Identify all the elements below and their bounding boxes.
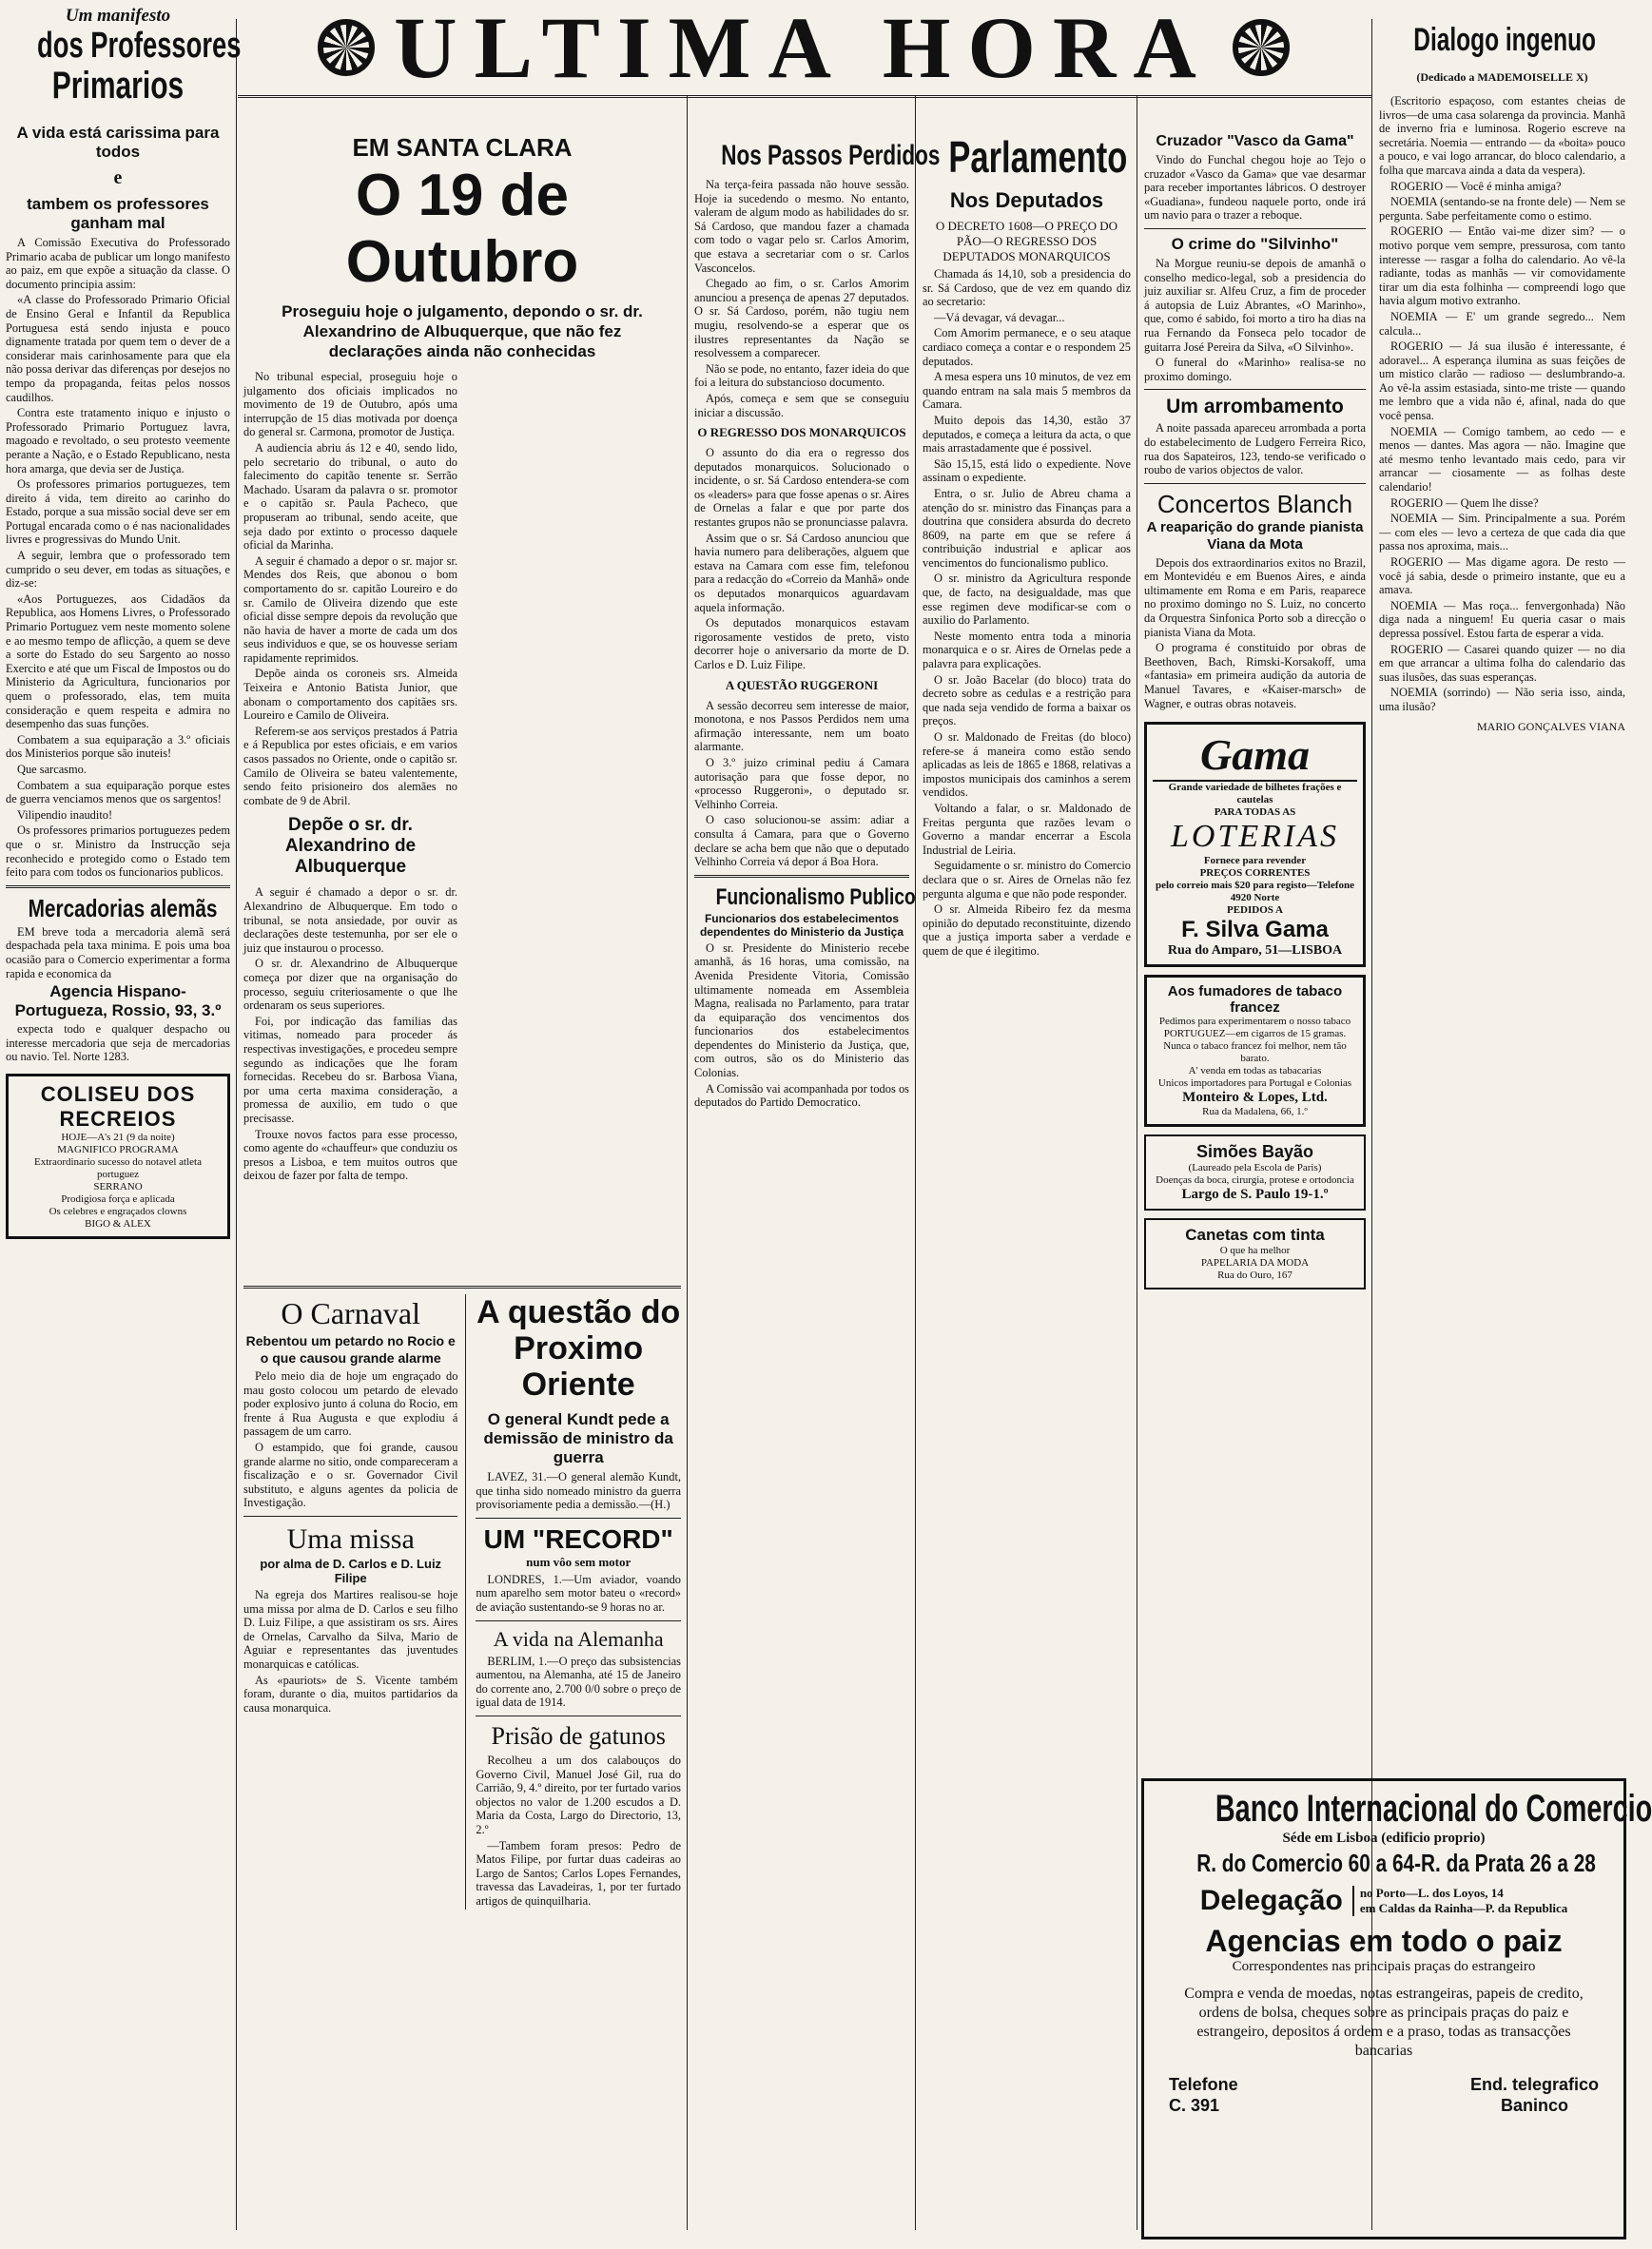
bank-delegation-1: no Porto—L. dos Loyos, 14 <box>1359 1886 1504 1900</box>
mercadorias-para: EM breve toda a mercadoria alemã será despachada pela taxa minima. E pois uma boa ocasião para o Comercio experimentar a forma rapida e economica da <box>6 924 230 980</box>
bank-agencies: Agencias em todo o paiz <box>1205 1924 1563 1958</box>
article-body <box>923 267 1131 959</box>
cruzador-headline: Cruzador "Vasco da Gama" <box>1156 133 1354 149</box>
paragraph: O programa é constituido por obras de Beethoven, Bach, Rimski-Korsakoff, uma «fantasia» em primeira audição da autoria de Manuel Tavares, e «Kaiser-marsch» de Wagner, e outras obras notaveis. <box>1144 641 1366 710</box>
bank-delegation-2: em Caldas da Rainha—P. da Republica <box>1359 1901 1568 1915</box>
bank-telephone-label: Telefone <box>1169 2075 1238 2094</box>
article-deck: Proseguiu hoje o julgamento, depondo o sr. dr. Alexandrino de Albuquerque, que não fez declarações ainda não conhecidas <box>282 302 643 360</box>
divider <box>1144 389 1366 390</box>
column-professores <box>0 0 242 2249</box>
paragraph: Contra este tratamento iniquo e injusto o Professorado Primario Portuguez lavra, magoado e revoltado, o seu protesto veemente perante a Nação, e o Estado Republicano, nesta hora amarga, que devia ser de Justiça. <box>6 406 230 475</box>
tabaco-ad <box>1144 975 1366 1127</box>
divider <box>6 885 230 888</box>
column-rule <box>915 95 916 2230</box>
coliseu-title: COLISEU DOS RECREIOS <box>40 1081 196 1131</box>
carnaval-headline: O Carnaval <box>281 1296 420 1330</box>
paragraph: ROGERIO — Já sua ilusão é interessante, é adoravel... A esperança ilumina as suas feições de um mistico clarão — radioso — deslumbrando-a. Ao vê-la assim estasiada, sinto-me triste — quando me lembro que a vida não é, afinal, nada do que você pensa. <box>1379 339 1625 423</box>
paragraph: «A classe do Professorado Primario Oficial de Ensino Geral e Infantil da Republica Portuguesa está sendo injusta e pouco dignamente tratada por quem tem o dever de a considerar mais carinhosamente para que ela não possa derivar das diferenças por desejos no tempo da propaganda, feitas pelos nossos caudilhos. <box>6 293 230 404</box>
paragraph: Os professores primarios portuguezes, tem direito á vida, tem direito ao carinho do Estado, porque a sua missão social deve ser em Portugal encarada como o é nas nacionalidades livres e progressivas do Mundo Unit. <box>6 477 230 547</box>
paragraph: BIGO & ALEX <box>85 1217 151 1230</box>
paragraph: NOEMIA (sorrindo) — Não seria isso, ainda, uma ilusão? <box>1379 686 1625 713</box>
concertos-headline: Concertos Blanch <box>1156 489 1353 518</box>
paragraph: O funeral do «Marinho» realisa-se no proximo domingo. <box>1144 356 1366 383</box>
bank-correspondents: Correspondentes nas principais praças do estrangeiro <box>1232 1959 1536 1974</box>
bank-delegation <box>1150 1885 1618 1917</box>
paragraph: As «pauriots» de S. Vicente também foram, durante o dia, muitos partidarios da causa monarquica. <box>243 1673 458 1715</box>
paragraph: —Vá devagar, vá devagar... <box>934 310 1065 324</box>
paragraph: pelo correio mais $20 para registo—Telefone 4920 Norte <box>1155 880 1355 904</box>
divider <box>243 1516 457 1517</box>
paragraph: NOEMIA (sentando-se na fronte dele) — Nem se pergunta. Sabe perfeitamente como o estimo. <box>1379 195 1625 223</box>
bank-telegraph-label: End. telegrafico <box>1469 2075 1599 2094</box>
paragraph: A mesa espera uns 10 minutos, de vez em quando entram na sala mais 5 membros da Camara. <box>923 370 1131 412</box>
paragraph: Seguidamente o sr. ministro do Comercio declara que o sr. Aires de Ornelas não fez pergunta alguma e que não pode responder. <box>923 859 1131 901</box>
bank-ad <box>1141 1778 1652 2239</box>
paragraph: Que sarcasmo. <box>17 762 87 776</box>
article-headline: Dialogo ingenuo <box>1413 22 1597 58</box>
paragraph: —Tambem foram presos: Pedro de Matos Filipe, por furtar duas cadeiras ao Largo de Santos; Carlos Lopes Fernandes, travessa das Lavadeiras, 1, por ter furtado artigos de quinquilharia. <box>476 1838 681 1908</box>
funcionalismo-subhead: Funcionarios dos estabelecimentos dependentes do Ministerio da Justiça <box>699 911 904 939</box>
article-headline-2: Primarios <box>51 65 185 107</box>
paragraph: Pedimos para experimentarem o nosso tabaco PORTUGUEZ—em cigarros de 15 gramas. Nunca o tabaco francez foi melhor, nem tão barato. <box>1158 1016 1351 1065</box>
coliseu-lines <box>14 1132 222 1231</box>
gatunos-headline: Prisão de gatunos <box>491 1721 666 1750</box>
lower-left-block <box>243 1294 466 1910</box>
divider <box>1144 483 1366 484</box>
paragraph: (Escritorio espaçoso, com estantes cheias de livros—de uma casa solarenga da provincia. Manhã de inverno fria e luminosa. Rogerio escreve na secretária. Noemia — entrando — da «boita» pouco a pouco, e vai logo arrancar, do bloco calendario, a folha que marcava ainda a data da vespera). <box>1379 94 1625 177</box>
paragraph: Combatem a sua equiparação a 3.º oficiais dos Ministerios porque são inuteis! <box>6 732 230 761</box>
tabaco-name: Monteiro & Lopes, Ltd. <box>1182 1090 1328 1106</box>
arrombamento-body <box>1144 421 1366 476</box>
paragraph: NOEMIA — Mas roça... fenvergonhada) Não diga nada a ninguem! Eu queria casar o mais depressa possível. Estou farta de esperar a vida. <box>1379 598 1625 640</box>
article-subhead-connector: e <box>113 167 123 188</box>
paragraph: Na Morgue reuniu-se depois de amanhã o conselho medico-legal, sob a presidencia do juiz auxiliar sr. Alfeu Cruz, a fim de proceder á autopsia de Luiz Abrantes, «O Marinho», que, como é sabido, foi morto a tiro ha dias na rua Fernando da Fonseca pelo tocador de guitarra José Pereira da Silva, «O Silvinho». <box>1144 256 1366 354</box>
bank-seat: Séde em Lisboa (edificio proprio) <box>1282 1831 1486 1846</box>
mercadorias-body <box>6 925 230 1064</box>
cruzador-body <box>1144 153 1366 223</box>
paragraph: BERLIM, 1.—O preço das subsistencias aumentou, na Alemanha, até 15 de Janeiro do corrente ano, 2.700 0/0 sobre o preço de igual data de 1914. <box>476 1654 681 1710</box>
masthead-rule <box>238 95 1371 98</box>
article-dedication: (Dedicado a MADEMOISELLE X) <box>1416 70 1588 84</box>
concertos-body <box>1144 556 1366 711</box>
paragraph: NOEMIA — E' um grande segredo... Nem calcula... <box>1379 309 1625 338</box>
paragraph: LONDRES, 1.—Um aviador, voando num aparelho sem motor bateu o «record» de aviação sustentando-se 9 horas no ar. <box>476 1572 681 1614</box>
tabaco-address: Rua da Madalena, 66, 1.º <box>1202 1106 1308 1118</box>
paragraph: A Comissão vai acompanhada por todos os deputados do Partido Democratico. <box>694 1081 909 1110</box>
paragraph: O assunto do dia era o regresso dos deputados monarquicos. Solucionado o incidente, o sr. Sá Cardoso entendera-se com os «leaders» para que fosse apenas o sr. Aires de Ornelas a falar e que por parte dos restantes grupos não se pronunciasse palavra. <box>694 446 909 530</box>
masthead <box>238 0 1370 95</box>
article-subhead-2: tambem os professores ganham mal <box>27 195 209 232</box>
bank-telephone <box>1169 2074 1238 2116</box>
column-santa-clara <box>238 105 687 2249</box>
agency-name: Agencia Hispano-Portugueza, Rossio, 93, 3.º <box>14 982 222 1020</box>
paragraph: ROGERIO — Quem lhe disse? <box>1390 495 1539 510</box>
crime-body <box>1144 257 1366 383</box>
paragraph: Muito depois das 14,30, estão 37 deputados, e começa a leitura da acta, o que mais arrastadamente que é possivel. <box>923 413 1131 456</box>
paragraph: O caso solucionou-se assim: adiar a consulta á Camara, para que o Governo declare se acha bem que não que o deputado Velhinho Correia vá depor á Boa Hora. <box>694 813 909 869</box>
article-body <box>694 178 909 419</box>
article-columns <box>243 367 681 1280</box>
lower-right-block <box>476 1294 681 1910</box>
paragraph: SERRANO <box>93 1180 143 1192</box>
oriente-body <box>476 1470 681 1512</box>
record-headline: UM "RECORD" <box>483 1523 673 1554</box>
gama-big: LOTERIAS <box>1171 819 1339 855</box>
carnaval-subhead: Rebentou um petardo no Rocio e o que causou grande alarme <box>245 1333 456 1366</box>
paragraph: O estampido, que foi grande, causou grande alarme no sitio, onde compareceram a fiscalização e o sr. Governador Civil substituto, e alguns agentes da policia de Investigação. <box>243 1440 458 1510</box>
paragraph: Recolheu a um dos calabouços do Governo Civil, Manuel José Gil, rua do Carrião, 9, 4.º direito, por ter furtado varios objectos no valor de 1.200 escudos a D. Maria da Costa, Largo do Directorio, 13, 2.º <box>476 1753 681 1836</box>
paragraph: O sr. Presidente do Ministerio recebe amanhã, ás 16 horas, uma comissão, na Avenida Presidente Vitoria, Comissão ultimamente nomeada em Assembleia Magna, realisada no Parlamento, para tratar da equiparação dos vencimentos dos funcionarios dos estabelecimentos dependentes do Ministerio da Justiça, que, com outros, são os do Ministerio das Colonias. <box>694 940 909 1080</box>
paragraph: MAGNIFICO PROGRAMA <box>57 1143 179 1155</box>
bank-delegation-label: Delegação <box>1199 1885 1343 1916</box>
paragraph: Voltando a falar, o sr. Maldonado de Freitas pergunta que razões levam o Governo a mandar encerrar a Escola Industrial de Leiria. <box>923 801 1131 857</box>
mercadorias-para: expecta todo e qualquer despacho ou interesse mercadoria que seja de mercadorias ou navio. Tel. Norte 1283. <box>6 1022 230 1064</box>
article-subhead: A vida está carissima para todos <box>16 124 220 161</box>
column-rule <box>687 95 688 2230</box>
paragraph: Depois dos extraordinarios exitos no Brazil, em Montevidéu e em Buenos Aires, e ainda ultimamente em Roma e em Paris, reaparece no proximo domingo no S. Luiz, no concerto da Orquestra Sinfonica Porto sob a direcção o pianista Viana da Mota. <box>1144 555 1366 639</box>
gatunos-body <box>476 1754 681 1909</box>
alemanha-body <box>476 1655 681 1710</box>
divider <box>694 875 909 878</box>
bank-delegation-places <box>1352 1886 1567 1916</box>
article-headline: Parlamento <box>948 132 1128 182</box>
paragraph: Com Amorim permanece, e o seu ataque cardiaco começa a contar e o respondem 25 deputados. <box>923 326 1131 368</box>
article-body-2 <box>694 446 909 672</box>
paragraph: Os professores primarios portuguezes pedem que o sr. Ministro da Instrucção seja reconhecido e protegido como o Estado tem feito para com todos os funcionarios publicos. <box>6 824 230 880</box>
divider <box>476 1620 681 1621</box>
paragraph: No tribunal especial, proseguiu hoje o julgamento dos oficiais implicados no movimento de 19 de Outubro, após uma interrupção de 15 dias motivada por doença do general sr. Carmona, promotor de Justiça. <box>243 370 457 439</box>
paragraph: Assim que o sr. Sá Cardoso anunciou que havia numero para deliberações, alguem que estava na Camara com esse fim, telefonou para a redacção do «Correio da Manhã» onde os deputados monarquicos aguardavam aquela informação. <box>694 531 909 614</box>
missa-subhead: por alma de D. Carlos e D. Luiz Filipe <box>260 1556 442 1585</box>
paragraph: Os deputados monarquicos estavam rigorosamente vestidos de preto, visto decorrer hoje o aniversario da morte de D. Carlos e D. Luiz Filipe. <box>694 616 909 671</box>
paragraph: «Aos Portuguezes, aos Cidadãos da Republica, aos Homens Livres, o Professorado Primario Portuguez vem neste momento solene e ao mesmo tempo de aflicção, a quem se deve a sorte do Estado do seu Sargento ao nosso Exercito e até que um Fiscal de Impostos ou do Ministerio da Agricultura, funcionarios por quem o professorado, elas, tem muita consideração e quem respeita e admira no desempenho das suas funções. <box>6 591 230 731</box>
paragraph: Extraordinario sucesso do notavel atleta portuguez <box>34 1155 202 1180</box>
paragraph: A Comissão Executiva do Professorado Primario acaba de publicar um longo manifesto ao paiz, em que expõe a situação da classe. O documento principia assim: <box>6 236 230 291</box>
article-headline: Nos Passos Perdidos <box>721 140 941 171</box>
article-signature: MARIO GONÇALVES VIANA <box>1476 719 1625 733</box>
article-subheadline: O REGRESSO DOS MONARQUICOS <box>697 425 906 440</box>
paragraph: NOEMIA — Comigo tambem, ao cedo — e menos — dantes. Mas agora — não. Imagine que até mesmo tenho levantado mais cedo, para vir arrancar — ciosamente — as folhas deste calendario! <box>1379 424 1625 494</box>
gama-address: Rua do Amparo, 51—LISBOA <box>1167 943 1343 959</box>
paragraph: Neste momento entra toda a minoria monarquica e o sr. Aires de Ornelas pede a palavra para explicações. <box>923 629 1131 671</box>
coliseu-ad <box>6 1074 230 1239</box>
concertos-subhead: A reaparição do grande pianista Viana da Mota <box>1146 518 1364 553</box>
canetas-address: Rua do Ouro, 167 <box>1217 1270 1292 1282</box>
column-rule <box>236 19 237 2230</box>
bank-telegraph <box>1470 2074 1599 2116</box>
paragraph: Na terça-feira passada não houve sessão. Hoje ia sucedendo o mesmo. No entanto, valeram de algum modo as habilidades do sr. Sá Cardoso, que mandou fazer a chamada com todo o vagar pelo sr. Carlos Amorim, que estava a secretariar com o sr. Carlos Vasconcelos. <box>694 178 909 275</box>
missa-body <box>243 1588 457 1715</box>
paragraph: PREÇOS CORRENTES <box>1199 867 1311 880</box>
paragraph: ROGERIO — Mas digame agora. De resto — você já sabia, desde o primeiro instante, que eu a amava. <box>1379 555 1625 597</box>
masthead-ornament-right-icon <box>1233 19 1290 76</box>
paragraph: Combatem a sua equiparação porque estes de guerra venciamos menos que os sargentos! <box>6 778 230 806</box>
paragraph: A seguir é chamado a depor o sr. major sr. Mendes dos Reis, que abonou o bom comportamento do sr. capitão Loureiro e do sr. Camilo de Oliveira dizendo que este oficial disse sempre depois da revolução que não havia de haver a morte de cada um dos seus individuos e que, se os houvesse seriam rapidamente reprimidos. <box>243 553 457 665</box>
paragraph: Vindo do Funchal chegou hoje ao Tejo o cruzador «Vasco da Gama» que vae desarmar para receber importantes lábricos. O destroyer «Guadiana», fundeou naquele porto, onde irá um navio para o trazer a reboque. <box>1144 153 1366 223</box>
masthead-ornament-left-icon <box>318 19 375 76</box>
paragraph: Entra, o sr. Julio de Abreu chama a atenção do sr. ministro das Finanças para a doutrina que considera absurda do decreto 8609, na parte em que se refere á contribuição industrial e aplicar aos vencimentos do funcionalismo publico. <box>923 486 1131 570</box>
paragraph: ROGERIO — Então vai-me dizer sim? — o motivo porque vem sempre, pressurosa, com tanto interesse — rasgar a folha do calendario. Ao vê-la radiante, todas as manhãs — vir comovidamente tirar um dia esta folhinha — compreendi logo que havia algum motivo extranho. <box>1379 224 1625 308</box>
paragraph: Os celebres e engraçados clowns <box>49 1205 187 1217</box>
bank-description: Compra e venda de moedas, notas estrangeiras, papeis de credito, ordens de bolsa, cheques sobre as principais praças do paiz e estrangeiro, depositos á ordem e a praso, todas as transacções bancarias <box>1184 1986 1584 2059</box>
canetas-title: Canetas com tinta <box>1185 1226 1325 1245</box>
article-kicker: EM SANTA CLARA <box>352 133 573 162</box>
article-subheadline-2: A QUESTÃO RUGGERONI <box>725 677 879 692</box>
article-body <box>243 370 457 807</box>
paragraph: O sr. ministro da Agricultura responde que, de facto, na desigualdade, mas que esse regimen deve modificar-se com o auxilio do Parlamento. <box>923 572 1131 628</box>
paragraph: Após, começa e sem que se conseguiu iniciar a discussão. <box>694 391 909 419</box>
paragraph: Chamada ás 14,10, sob a presidencia do sr. Sá Cardoso, que de vez em quando diz ao secretario: <box>923 267 1131 309</box>
paragraph: Trouxe novos factos para esse processo, como agente do «chauffeur» que conduziu os presos a Lisboa, e tem muitos outros que deixou de fazer por falta de tempo. <box>243 1127 457 1183</box>
oriente-subhead: O general Kundt pede a demissão de ministro da guerra <box>483 1410 673 1466</box>
paragraph: O sr. Maldonado de Freitas (do bloco) refere-se á maneira como estão sendo aplicadas as leis de 1865 e 1868, relativas a impostos municipais dos caminhos a serem vendidos. <box>923 730 1131 800</box>
article-body <box>1379 94 1625 714</box>
paragraph: Na egreja dos Martires realisou-se hoje uma missa por alma de D. Carlos e seu filho D. Luiz Filipe, a que assistiram os srs. Aires de Ornelas, Carvalho da Silva, Mario de Aguiar e representantes das juventudes monarquicas e católicas. <box>243 1587 458 1671</box>
alemanha-headline: A vida na Alemanha <box>493 1626 664 1651</box>
paragraph: ROGERIO — Casarei quando quizer — no dia em que arrancar a ultima folha do calendario das suas ilusões, das suas esperanças. <box>1379 642 1625 684</box>
crime-headline: O crime do "Silvinho" <box>1171 234 1339 253</box>
gama-brand: Gama <box>1153 730 1357 782</box>
paragraph: A sessão decorreu sem interesse de maior, monotona, e nos Passos Perdidos nem uma afirmação interessante, nem um boato alarmante. <box>694 698 909 754</box>
paragraph: Fornece para revender <box>1203 855 1307 867</box>
article-headline: O 19 de Outubro <box>345 163 579 295</box>
bank-telephone-number: C. 391 <box>1169 2096 1220 2115</box>
oriente-headline: A questão do Proximo Oriente <box>476 1294 681 1403</box>
mercadorias-headline: Mercadorias alemãs <box>28 893 218 922</box>
paragraph: A seguir, lembra que o professorado tem cumprido o seu dever, em todas as situações, e diz-se: <box>6 549 230 591</box>
divider <box>243 1286 681 1289</box>
bayao-ad <box>1144 1134 1366 1211</box>
paragraph: Depõe ainda os coroneis srs. Almeida Teixeira e Antonio Batista Junior, que abonam o comportamento dos capitães srs. Loureiro e Camilo de Oliveira. <box>243 667 457 723</box>
funcionalismo-body <box>694 941 909 1110</box>
article-deck: O DECRETO 1608—O PREÇO DO PÃO—O REGRESSO DOS DEPUTADOS MONARQUICOS <box>935 219 1118 263</box>
paragraph: A noite passada apareceu arrombada a porta do estabelecimento de Ludgero Ferreira Rico, rua dos Sapateiros, 123, tendo-se verificado o roubo de varios objectos de valor. <box>1144 421 1366 477</box>
paragraph: O sr. dr. Alexandrino de Albuquerque começa por dizer que na organisação do processo, seguiu criteriosamente o que lhe ordenaram os seus superiores. <box>243 957 457 1013</box>
paragraph: O sr. Almeida Ribeiro fez da mesma opinião do deputado reconstituinte, dizendo que a justiça importa saber a verdade e quem de que é ilegitimo. <box>923 902 1131 958</box>
article-kicker: Um manifesto <box>65 6 171 26</box>
divider <box>476 1518 681 1519</box>
article-subhead: Nos Deputados <box>949 188 1104 212</box>
paragraph: Foi, por indicação das familias das vitimas, nomeado para proceder ás respectivas investigações, e procedeu sempre segundo as indicações que lhe foram fornecidas. Recebeu do sr. Barbosa Viana, por uma certa maxima consideração, a promessa de auxilio, em tudo o que precisasse. <box>243 1014 457 1125</box>
bank-address: R. do Comercio 60 a 64-R. da Prata 26 a 28 <box>1196 1849 1596 1877</box>
paragraph: PAPELARIA DA MODA <box>1200 1257 1310 1270</box>
canetas-lines <box>1152 1245 1358 1270</box>
paragraph: O que ha melhor <box>1219 1245 1291 1257</box>
paragraph: Vilipendio inaudito! <box>17 807 113 822</box>
paragraph: O 3.º juizo criminal pediu á Camara autorisação para que fosse depor, no «processo Ruggeroni», o deputado sr. Velhinho Correia. <box>694 755 909 811</box>
bank-telegraph-address: Baninco <box>1500 2096 1568 2115</box>
paragraph: PARA TODAS AS <box>1214 806 1296 819</box>
paragraph: ROGERIO — Você é minha amiga? <box>1390 179 1562 193</box>
column-parlamento <box>917 105 1137 2249</box>
arrombamento-headline: Um arrombamento <box>1166 396 1344 418</box>
paragraph: São 15,15, está lido o expediente. Nove assinam o expediente. <box>923 456 1131 485</box>
article-subheadline: Depõe o sr. dr. Alexandrino de Albuquerque <box>284 815 417 878</box>
funcionalismo-headline: Funcionalismo Publico <box>715 883 916 910</box>
canetas-ad <box>1144 1218 1366 1289</box>
article-body-2 <box>243 885 457 1182</box>
paragraph: Grande variedade de bilhetes frações e cautelas <box>1168 782 1342 806</box>
record-subhead: num vôo sem motor <box>526 1554 632 1569</box>
paragraph: Doenças da boca, cirurgia, protese e ortodoncia <box>1156 1174 1354 1187</box>
paragraph: O sr. João Bacelar (do bloco) trata do decreto sobre as cedulas e a restrição para que nada seja vendido de forma a baixar os preços. <box>923 672 1131 728</box>
carnaval-body <box>243 1369 457 1510</box>
divider <box>1144 228 1366 229</box>
paragraph: NOEMIA — Sim. Principalmente a sua. Porém — com eles — levo a certeza de que cada dia que passa nos aproxima, mais... <box>1379 512 1625 553</box>
paragraph: A audiencia abriu ás 12 e 40, sendo lido, pelo secretario do tribunal, o auto do falecimento do capitão tenente sr. Serrão Machado. Usaram da palavra o sr. promotor e o capitão sr. Paula Pacheco, que propuseram ao tribunal, sendo aceite, que seja dado por extinto o processo daquele oficial da Marinha. <box>243 440 457 553</box>
record-body <box>476 1573 681 1615</box>
paragraph: (Laureado pela Escola de Paris) <box>1188 1162 1322 1174</box>
bayao-lines <box>1152 1162 1358 1187</box>
paragraph: Pelo meio dia de hoje um engraçado do mau gosto colocou um petardo de elevado poder explosivo junto á coluna do Rocio, em frente á Rua Augusta e que explodiu á passagem de um carro. <box>243 1369 458 1439</box>
bank-title: Banco Internacional do Comercio <box>1215 1788 1652 1830</box>
article-body <box>6 236 230 880</box>
bank-contacts <box>1150 2061 1618 2116</box>
gama-lines-2 <box>1153 855 1357 917</box>
paragraph: Não se pode, no entanto, fazer ideia do que foi a leitura do substancioso documento. <box>694 361 909 390</box>
gama-lines <box>1153 782 1357 819</box>
paragraph: Chegado ao fim, o sr. Carlos Amorim anunciou a presença de apenas 27 deputados. O sr. Sá Cardoso, porém, não tugiu nem mugiu, resolvendo-se a esperar que os ilustres representantes da Nação se resolvessem a comparecer. <box>694 277 909 360</box>
missa-headline: Uma missa <box>286 1522 415 1555</box>
gama-name: F. Silva Gama <box>1181 917 1329 943</box>
article-headline: dos Professores <box>37 26 242 66</box>
bayao-title: Simões Bayão <box>1195 1142 1314 1162</box>
paragraph: Prodigiosa força e aplicada <box>61 1192 175 1205</box>
paragraph: HOJE—A's 21 (9 da noite) <box>61 1131 175 1143</box>
masthead-title: ULTIMA HORA <box>394 0 1214 96</box>
paragraph: A seguir é chamado a depor o sr. dr. Alexandrino de Albuquerque. Em todo o tribunal, se nota ansiedade, por ouvir as declarações deste testemunha, por ser ele o juiz que instaurou o processo. <box>243 885 457 955</box>
article-body-3 <box>694 699 909 869</box>
lower-news <box>243 1294 681 1910</box>
gama-ad <box>1144 722 1366 967</box>
paragraph: PEDIDOS A <box>1227 904 1283 917</box>
paragraph: LAVEZ, 31.—O general alemão Kundt, que tinha sido nomeado ministro da guerra provisoriamente pedia a demissão.—(H.) <box>476 1470 681 1512</box>
tabaco-title: Aos fumadores de tabaco francez <box>1167 983 1343 1017</box>
column-passos-perdidos <box>689 105 941 2249</box>
tabaco-lines <box>1153 1016 1357 1090</box>
paragraph: A' venda em todas as tabacarias <box>1188 1065 1322 1077</box>
paragraph: Unicos importadores para Portugal e Colonias <box>1157 1077 1352 1090</box>
paragraph: Referem-se aos serviços prestados á Patria e á Republica por estes oficiais, e em varios casos passados no Oriente, onde o capitão sr. Camilo de Oliveira se bateu valentemente, sendo feito prisioneiro dos alemães no combate de 9 de Abril. <box>243 724 457 807</box>
bayao-address: Largo de S. Paulo 19-1.º <box>1181 1187 1329 1203</box>
